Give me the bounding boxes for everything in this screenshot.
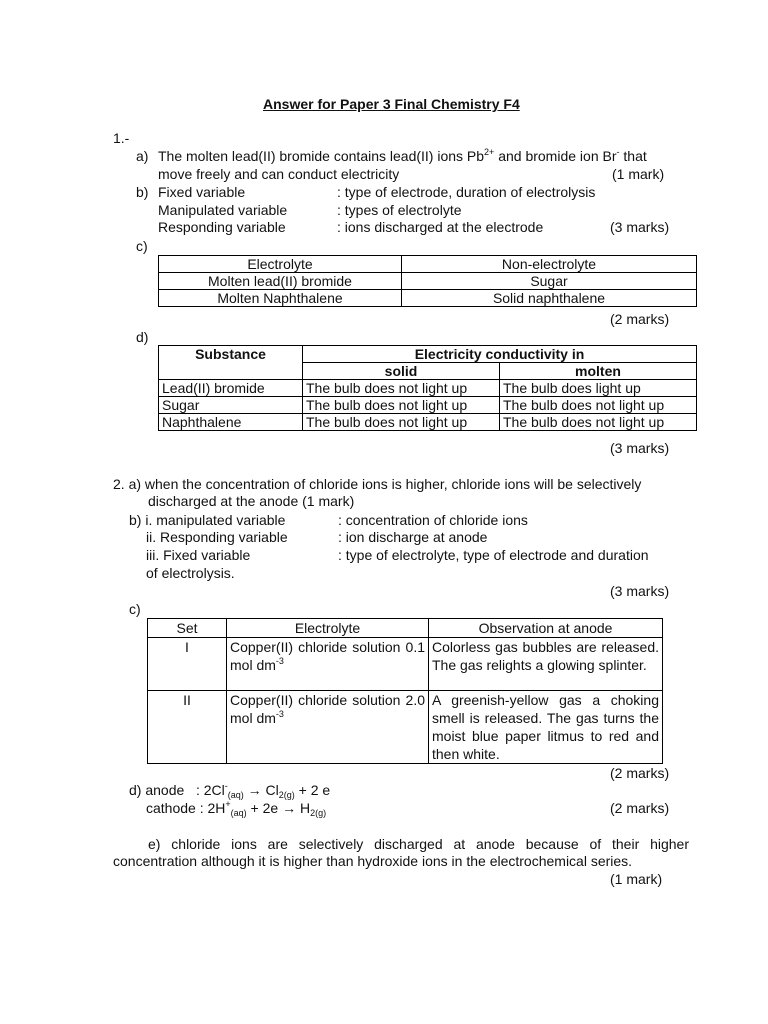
q1b-fixed-name: Fixed variable [158, 184, 246, 200]
table-cell: Molten Naphthalene [159, 290, 402, 307]
q2b-fixed-value: : type of electrolyte, type of electrode and duration [338, 547, 649, 563]
cathode-label: cathode : 2H [146, 800, 226, 816]
cathode-state1: (aq) [230, 808, 247, 818]
table-row [159, 414, 697, 431]
q2c-label: c) [129, 601, 141, 617]
q1a-line2: move freely and can conduct electricity [158, 166, 400, 182]
table-header: Electricity conductivity in [303, 346, 697, 363]
unit-exponent: -3 [275, 656, 284, 666]
conductivity-table [158, 345, 697, 431]
q2e-text: e) chloride ions are selectively discharged at anode because of their higher concentration although it is higher than hydroxide ions in the electrochemical series. [113, 836, 689, 869]
table-cell [227, 638, 429, 691]
pb-charge: 2+ [484, 147, 495, 157]
anode-label: d) anode : 2Cl [129, 782, 225, 798]
table-cell: The bulb does not light up [500, 397, 697, 414]
q1b-marks: (3 marks) [610, 219, 670, 235]
q1c-marks: (2 marks) [610, 311, 670, 327]
table-row [159, 273, 697, 290]
table-row [159, 256, 697, 273]
table-cell: The bulb does not light up [303, 380, 500, 397]
cathode-equation [146, 800, 326, 817]
table-cell: Colorless gas bubbles are released. The gas relights a glowing splinter. [429, 638, 663, 691]
table-header: Set [148, 619, 227, 638]
q1c-label: c) [136, 238, 148, 254]
q2c-marks: (2 marks) [610, 765, 670, 781]
table-row [159, 346, 697, 363]
q1b-responding-value: : ions discharged at the electrode [337, 219, 544, 235]
anode-end: + 2 e [294, 782, 331, 798]
q1b-fixed-value: : type of electrode, duration of electrolysis [337, 184, 596, 200]
electrolyte-table [158, 255, 697, 307]
anode-equation [129, 782, 330, 799]
q1d-marks: (3 marks) [610, 440, 670, 456]
q1a-label: a) [136, 148, 149, 164]
table-cell [227, 691, 429, 764]
table-row [159, 397, 697, 414]
q1a-marks: (1 mark) [612, 166, 665, 182]
q2b-responding-value: : ion discharge at anode [338, 529, 488, 545]
table-header: Substance [159, 346, 303, 380]
table-cell: The bulb does light up [500, 380, 697, 397]
q2d-marks: (2 marks) [610, 800, 670, 816]
q1a-text-part2: and bromide ion Br [494, 148, 617, 164]
table-row [148, 619, 663, 638]
table-cell: Molten lead(II) bromide [159, 273, 402, 290]
cathode-mid: + 2e → H [246, 800, 311, 816]
table-cell: The bulb does not light up [303, 397, 500, 414]
table-header: molten [500, 363, 697, 380]
q2a-line2: discharged at the anode (1 mark) [148, 493, 355, 509]
table-cell: Solid naphthalene [402, 290, 697, 307]
q2e-marks: (1 mark) [610, 871, 663, 887]
cathode-charge: + [225, 799, 231, 809]
q1-number: 1.- [113, 130, 130, 146]
q1a-text-part3: that [619, 148, 647, 164]
cathode-state2: 2(g) [310, 808, 327, 818]
table-header: solid [303, 363, 500, 380]
table-header: Electrolyte [159, 256, 402, 273]
table-cell: The bulb does not light up [303, 414, 500, 431]
electrolyte-text: Copper(II) chloride solution 2.0 mol dm [230, 692, 425, 726]
table-cell: Lead(II) bromide [159, 380, 303, 397]
anode-state1: (aq) [227, 790, 244, 800]
table-cell: II [148, 691, 227, 764]
q1a-line1 [158, 148, 647, 165]
table-row [148, 691, 663, 764]
q2b-fixed-name: iii. Fixed variable [146, 547, 251, 563]
q1b-label: b) [136, 184, 149, 200]
page-title: Answer for Paper 3 Final Chemistry F4 [263, 96, 520, 112]
q2b-responding-name: ii. Responding variable [146, 529, 288, 545]
table-cell: Sugar [159, 397, 303, 414]
electrolyte-text: Copper(II) chloride solution 0.1 mol dm [230, 639, 425, 673]
table-cell: Naphthalene [159, 414, 303, 431]
table-row [159, 380, 697, 397]
q1b-manipulated-value: : types of electrolyte [337, 202, 462, 218]
observation-table [147, 618, 663, 764]
table-cell: I [148, 638, 227, 691]
q2b-fixed-cont: of electrolysis. [146, 565, 235, 581]
table-cell: Sugar [402, 273, 697, 290]
table-header: Non-electrolyte [402, 256, 697, 273]
q2b-manipulated-value: : concentration of chloride ions [338, 512, 528, 528]
anode-mid: → Cl [243, 782, 279, 798]
table-cell: The bulb does not light up [500, 414, 697, 431]
q2b-marks: (3 marks) [610, 583, 670, 599]
table-header: Observation at anode [429, 619, 663, 638]
q1b-manipulated-name: Manipulated variable [158, 202, 288, 218]
q1d-label: d) [136, 329, 149, 345]
anode-state2: 2(g) [278, 790, 295, 800]
br-charge: - [616, 147, 620, 157]
table-header: Electrolyte [227, 619, 429, 638]
table-row [159, 290, 697, 307]
q1a-text-part1: The molten lead(II) bromide contains lead(II) ions Pb [158, 148, 485, 164]
q2a-line1: 2. a) when the concentration of chloride ions is higher, chloride ions will be selectively [113, 476, 642, 492]
q2b-manipulated-name: b) i. manipulated variable [129, 512, 286, 528]
table-row [148, 638, 663, 691]
table-cell: A greenish-yellow gas a choking smell is released. The gas turns the moist blue paper litmus to red and then white. [429, 691, 663, 764]
unit-exponent: -3 [275, 709, 284, 719]
anode-charge: - [224, 781, 228, 791]
q1b-responding-name: Responding variable [158, 219, 286, 235]
